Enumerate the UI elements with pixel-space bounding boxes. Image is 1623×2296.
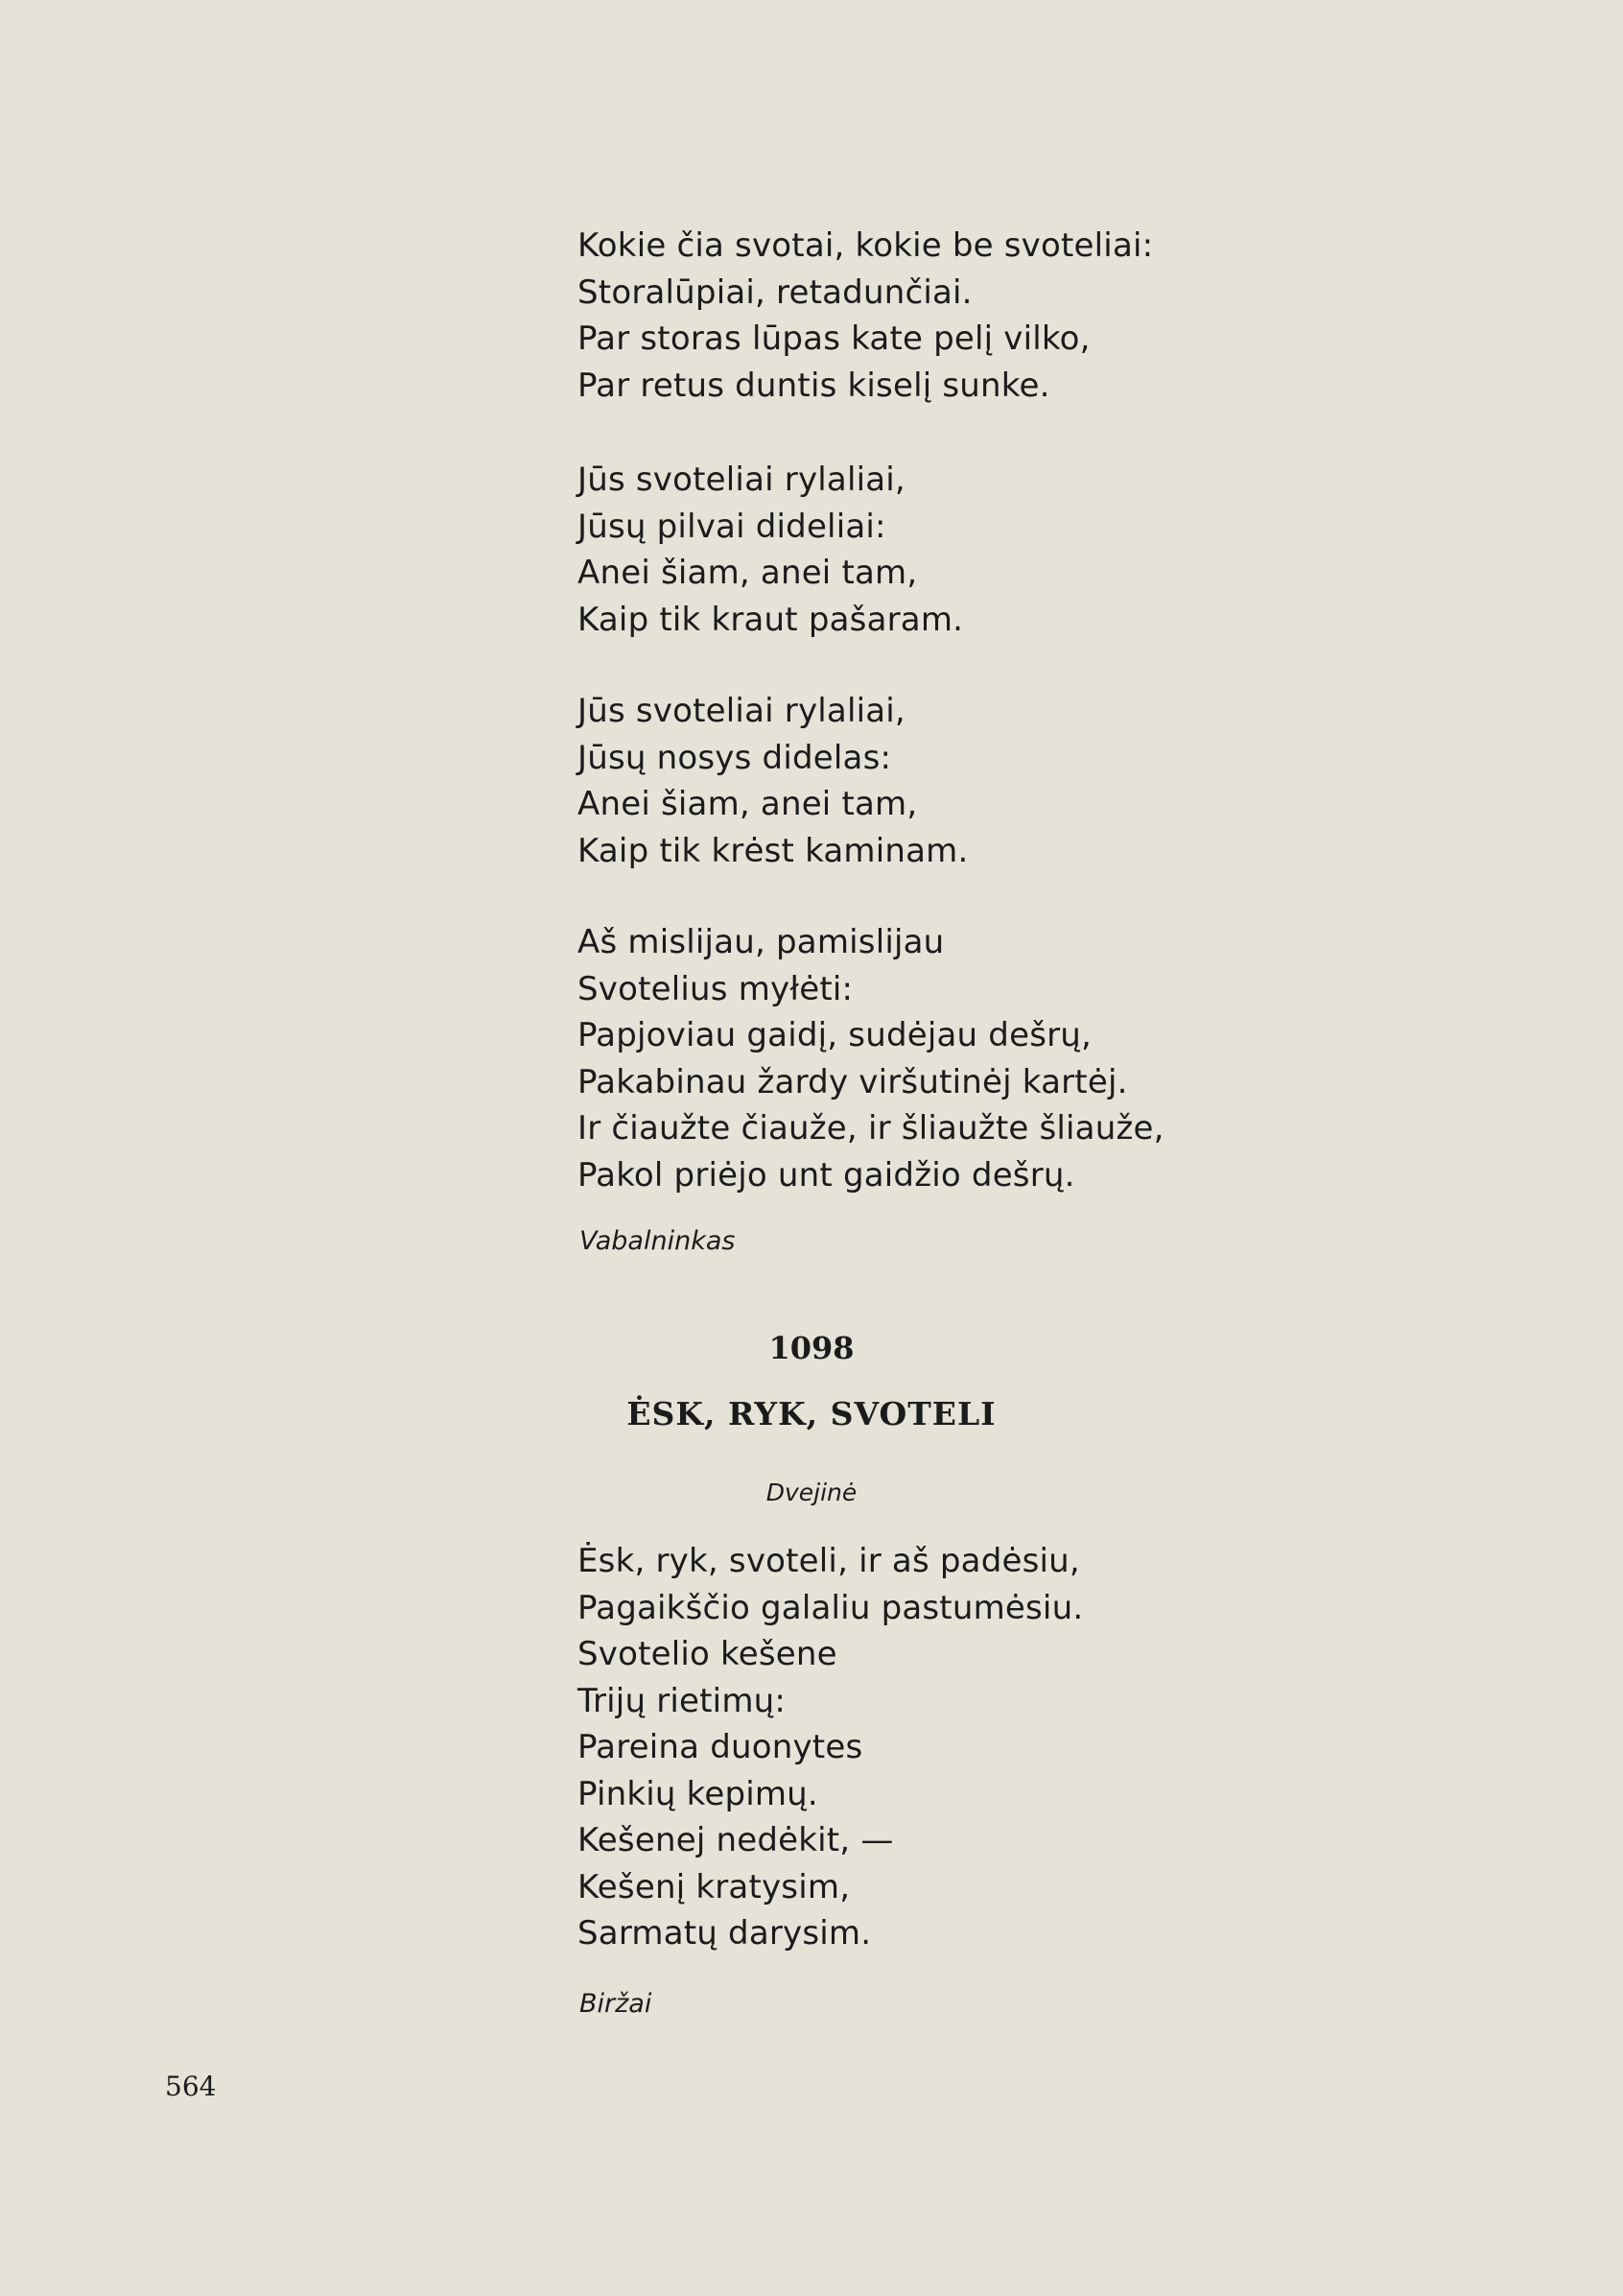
song-subtitle: Dvejinė	[765, 1479, 858, 1506]
verse-line: Pakabinau žardy viršutinėj kartėj.	[577, 1062, 1128, 1101]
stanza-2	[577, 457, 963, 643]
song-title: ĖSK, RYK, SVOTELI	[626, 1395, 997, 1432]
verse-line: Pareina duonytes	[577, 1728, 863, 1766]
stanza-4	[577, 919, 1164, 1198]
place-name: Vabalninkas	[579, 1226, 736, 1256]
verse-line: Ir čiaužte čiauže, ir šliaužte šliauže,	[577, 1109, 1164, 1148]
verse-line: Jūsų nosys didelas:	[577, 738, 892, 777]
verse-line: Pinkių kepimų.	[577, 1774, 818, 1813]
verse-line: Svotelio kešene	[577, 1635, 837, 1673]
song-stanza	[577, 1538, 1083, 1957]
verse-line: Kešenį kratysim,	[577, 1867, 851, 1906]
stanza-1	[577, 223, 1153, 409]
verse-line: Trijų rietimų:	[577, 1681, 787, 1720]
page-number: 564	[165, 2071, 217, 2102]
verse-line: Ėsk, ryk, svoteli, ir aš padėsiu,	[577, 1542, 1080, 1580]
verse-line: Papjoviau gaidį, sudėjau dešrų,	[577, 1016, 1093, 1054]
place-name: Biržai	[579, 1989, 652, 2019]
verse-line: Kokie čia svotai, kokie be svoteliai:	[577, 226, 1154, 265]
song-number: 1098	[768, 1330, 855, 1366]
verse-line: Pakol priėjo unt gaidžio dešrų.	[577, 1155, 1075, 1195]
verse-line: Par retus duntis kiselį sunke.	[577, 366, 1050, 405]
verse-line: Jūs svoteliai rylaliai,	[577, 461, 906, 499]
verse-line: Svotelius myłėti:	[577, 969, 854, 1008]
verse-line: Jūs svoteliai rylaliai,	[577, 692, 906, 730]
stanza-3	[577, 688, 969, 874]
verse-line: Anei šiam, anei tam,	[577, 785, 918, 823]
verse-line: Kaip tik kraut pašaram.	[577, 600, 964, 639]
verse-line: Pagaikščio galaliu pastumėsiu.	[577, 1588, 1084, 1627]
verse-line: Sarmatų darysim.	[577, 1914, 872, 1953]
verse-line: Storalūpiai, retadunčiai.	[577, 272, 973, 312]
verse-line: Kešenej nedėkit, —	[577, 1821, 894, 1859]
verse-line: Kaip tik krėst kaminam.	[577, 831, 969, 870]
verse-line: Par storas lūpas kate pelį vilko,	[577, 320, 1091, 358]
verse-line: Anei šiam, anei tam,	[577, 554, 918, 592]
verse-line: Aš mislijau, pamislijau	[577, 923, 945, 961]
verse-line: Jūsų pilvai dideliai:	[577, 507, 886, 546]
